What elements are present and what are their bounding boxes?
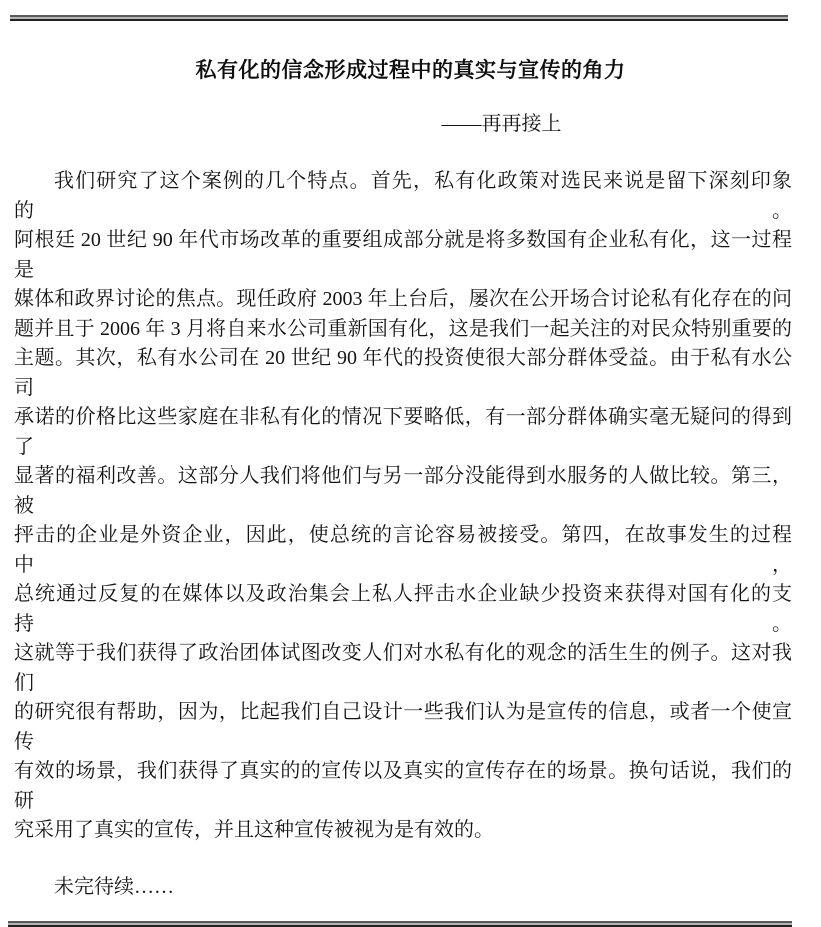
body-line: 有效的场景，我们获得了真实的的宣传以及真实的宣传存在的场景。换句话说，我们的研 (14, 760, 792, 812)
body-line: 抨击的企业是外资企业，因此，使总统的言论容易被接受。第四，在故事发生的过程中， (14, 524, 792, 576)
body-line: 媒体和政界讨论的焦点。现任政府 2003 年上台后，屡次在公开场合讨论私有化存在的问 (14, 288, 792, 310)
bottom-double-rule (8, 921, 792, 927)
body-line: 题并且于 2006 年 3 月将自来水公司重新国有化，这是我们一起关注的对民众特别重要的 (14, 317, 792, 340)
document-page (0, 15, 821, 898)
document-subtitle: ——再再接上 (441, 113, 562, 135)
body-line: 究采用了真实的宣传，并且这种宣传被视为是有效的。 (14, 819, 494, 841)
body-line: 这就等于我们获得了政治团体试图改变人们对水私有化的观念的活生生的例子。这对我们 (14, 642, 792, 694)
body-line: 总统通过反复的在媒体以及政治集会上私人抨击水企业缺少投资来获得对国有化的支持。 (14, 583, 792, 635)
top-double-rule (10, 15, 788, 21)
document-title: 私有化的信念形成过程中的真实与宣传的角力 (195, 59, 626, 82)
closing-note: 未完待续…… (54, 875, 174, 898)
body-line: 主题。其次，私有水公司在 20 世纪 90 年代的投资使很大部分群体受益。由于私有水公司 (14, 347, 792, 399)
body-line: 阿根廷 20 世纪 90 年代市场改革的重要组成部分就是将多数国有企业私有化，这一过程是 (14, 229, 792, 281)
body-line: 承诺的价格比这些家庭在非私有化的情况下要略低，有一部分群体确实毫无疑问的得到了 (14, 406, 792, 458)
document-body (0, 167, 821, 846)
body-line: 我们研究了这个案例的几个特点。首先，私有化政策对选民来说是留下深刻印象的。 (14, 170, 792, 222)
body-line: 显著的福利改善。这部分人我们将他们与另一部分没能得到水服务的人做比较。第三，被 (14, 465, 792, 517)
body-line: 的研究很有帮助，因为，比起我们自己设计一些我们认为是宣传的信息，或者一个使宣传 (14, 701, 792, 753)
